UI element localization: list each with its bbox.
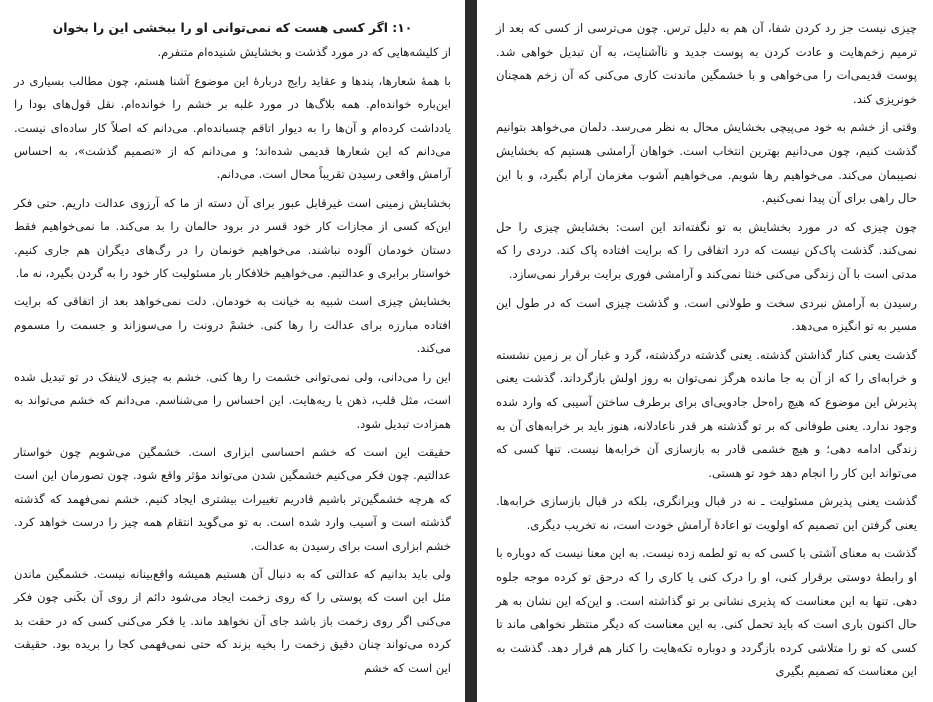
paragraph: رسیدن به آرامش نبردی سخت و طولانی است. و گذشت چیزی است که در طول این مسیر به تو انگیزه می‌دهد. [496, 295, 917, 334]
paragraph: چیزی نیست جز رد کردن شفا، آن هم به دلیل ترس. چون می‌ترسی از کسی که بعد از ترمیم زخم‌هایت و عادت کردن به پوست جدید و ناآشنایت، به آن تبدیل خواهی شد. پوست قدیمی‌ات را می‌خواهی و با خشمگین ماندنت کاری می‌کنی که آن زخم همچنان خونریزی کند. [496, 21, 917, 106]
paragraph: گذشت به معنای آشتی با کسی که به تو لطمه زده نیست. به این معنا نیست که دوباره با او رابطهٔ دوستی برقرار کنی، او را درک کنی یا کاری را که درحق تو کرده موجه جلوه دهی. تنها به این معناست که پذیری نشانی بر تو گذاشته است. و این‌که این نشان به هر حال اکنون باری است که باید تحمل کنی. به این معناست که دیگر منتظر نخواهی ماند تا کسی که تو را متلاشی کرده بازگردد و دوباره تکه‌هایت را کنار هم قرار دهد. گذشت به این معناست که تصمیم بگیری [496, 546, 917, 679]
paragraph: گذشت یعنی پذیرش مسئولیت ـ نه در قبال ویرانگری، بلکه در قبال بازسازی خرابه‌ها. یعنی گرفتن این تصمیم که اولویت تو اعادهٔ آرامش خودت است، نه تخریب دیگری. [496, 494, 917, 532]
paragraph: گذشت یعنی کنار گذاشتن گذشته. یعنی گذشته درگذشته، گرد و غبار آن بر زمین نشسته و خرابه‌ای را که از آن به جا مانده هرگز نمی‌توان به روز اولش بازگرداند. گذشت یعنی پذیرش این موضوع که هیچ راه‌حل جادویی‌ای برای برطرف ساختن آسیبی که وارد شده وجود ندارد. یعنی طوفانی که بر تو گذشته هر قدر ناعادلانه، هنوز باید بر خرابه‌های آن به زندگی ادامه دهی؛ و هیچ خشمی قادر به بازسازی آن خرابه‌ها نیست. تنها کسی که می‌تواند این کار را انجام دهد خود تو هستی. [496, 347, 917, 480]
paragraph: این را می‌دانی، ولی نمی‌توانی خشمت را رها کنی. خشم به چیزی لاینفک در تو تبدیل شده است، مثل قلب، ذهن یا ریه‌هایت. این احساس را می‌شناسم. می‌دانم که خشم می‌تواند به همزادت تبدیل شود. [14, 369, 451, 431]
paragraph: حقیقت این است که خشم احساسی ابزاری است. خشمگین می‌شویم چون خواستار عدالتیم. چون فکر می‌کنیم خشمگین شدن می‌تواند مؤثر واقع شود. چون تصورمان این است که هرچه خشمگین‌تر باشیم قادریم تغییرات بیشتری ایجاد کنیم. خشم نمی‌فهمد که گذشته گذشته است و آسیب وارد شده است. به تو می‌گوید انتقام همه چیز را درست خواهد کرد. خشم ابزاری است برای رسیدن به عدالت. [14, 444, 451, 553]
paragraph: از کلیشه‌هایی که در مورد گذشت و بخشایش شنیده‌ام متنفرم. [157, 45, 451, 60]
left-page-text [14, 17, 451, 680]
paragraph: با همهٔ شعارها، پندها و عقاید رایج دربارهٔ این موضوع آشنا هستم، چون مطالب بسیاری در این‌باره خوانده‌ام. همه بلاگ‌ها در مورد غلبه بر خشم را خوانده‌ام. نقل قول‌های بودا را یادداشت کرده‌ام و آن‌ها را به دیوار اتاقم چسبانده‌ام. می‌دانم که اصلاً کار ساده‌ای نیست. می‌دانم که این شعارها قدیمی شده‌اند؛ و می‌دانم که از «تصمیم گذشت»، به احساس آرامش واقعی رسیدن تقریباً محال است. می‌دانم. [14, 73, 451, 182]
paragraph: بخشایش زمینی است غیرقابل عبور برای آن دسته از ما که آرزوی عدالت داریم. حتی فکر این‌که کسی از مجازات کار خود قسر در برود حالمان را بد می‌کند. ما نمی‌خواهیم فقط دستان خودمان آلوده نباشند. می‌خواهیم خونمان را در رگ‌های دیگران هم جاری کنیم. خواستار برابری و عدالتیم. می‌خواهیم خلافکار بار مسئولیت کار خود را به گردن بگیرد، نه ما. [14, 195, 451, 281]
paragraph: وقتی از خشم به خود می‌پیچی بخشایش محال به نظر می‌رسد. دلمان می‌خواهد بتوانیم گذشت کنیم، چون می‌دانیم بهترین انتخاب است. خواهان آرامشی هستیم که بخشایش نصیبمان می‌کند. می‌خواهیم رها شویم. می‌خواهیم آشوب مغزمان آرام بگیرد، و با این حال راهی برای آن پیدا نمی‌کنیم. [496, 120, 917, 206]
chapter-heading: ۱۰: اگر کسی هست که نمی‌توانی او را ببخشی این را بخوان [52, 21, 413, 35]
paragraph: چون چیزی که در مورد بخشایش به تو نگفته‌اند این است: بخشایش چیزی را حل نمی‌کند. گذشت پاک‌کن نیست که درد اتفاقی را که برایت افتاده پاک کند. دردی را که مدتی است با آن زندگی می‌کنی خنثا نمی‌کند و آرامشی فوری برایت برقرار نمی‌سازد. [496, 219, 917, 281]
right-page-text [496, 17, 917, 684]
book-gutter [465, 0, 477, 702]
right-page [477, 0, 933, 702]
paragraph: بخشایش چیزی است شبیه به خیانت به خودمان. دلت نمی‌خواهد بعد از اتفاقی که برایت افتاده مبارزه برای عدالت را رها کنی. خشمْ درونت را می‌سوزاند و جسمت را مسموم می‌کند. [14, 294, 451, 356]
paragraph: ولی باید بدانیم که عدالتی که به دنبال آن هستیم همیشه واقع‌بینانه نیست. خشمگین ماندن مثل این است که پوستی را که روی زخمت ایجاد می‌شود دائم از روی آن بکَنی چون فکر می‌کنی اگر روی زخمت باز باشد جای آن نخواهد ماند. یا فکر می‌کنی کسی که در حقت بد کرده می‌تواند چنان دقیق زخمت را بخیه بزند که حتی نمی‌فهمی کجا را بریده بود. حقیقت این است که خشم [14, 566, 451, 675]
left-page [0, 0, 465, 702]
